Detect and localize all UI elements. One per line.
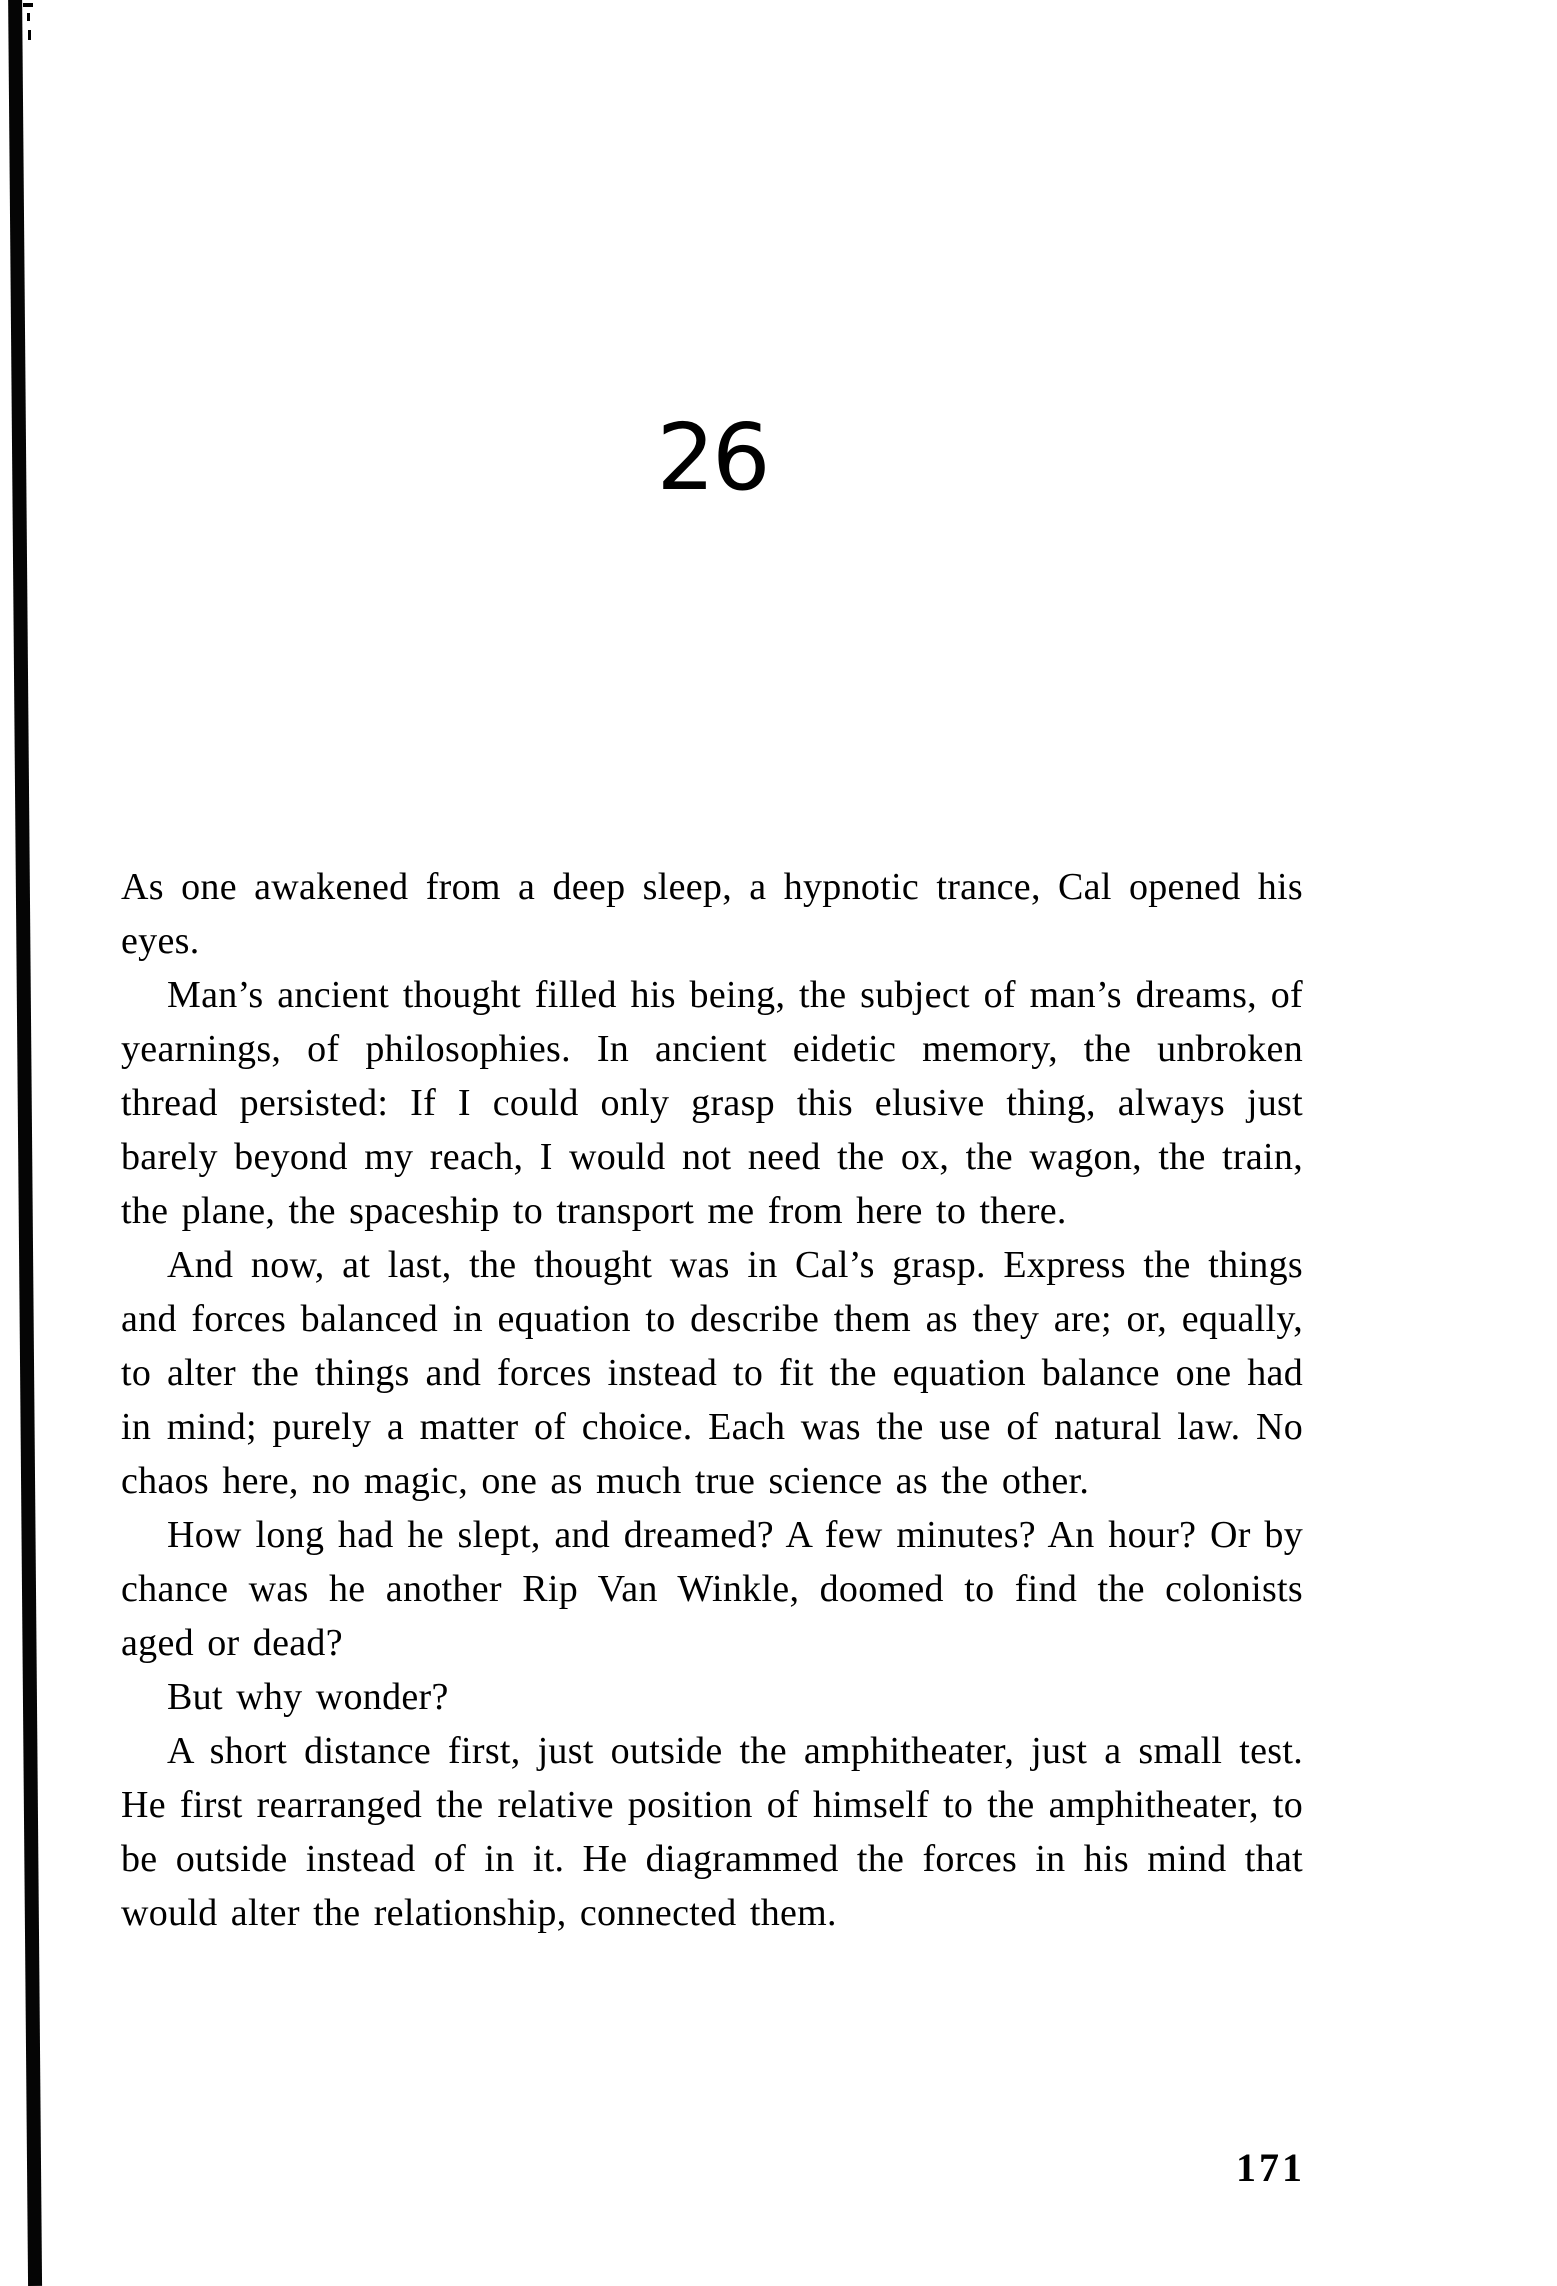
paragraph: A short distance first, just outside the amphitheater, just a small test. He first rearranged the relative position of himself to the amphitheater, to be outside instead of in it. He diagrammed the forces in his mind that would alter the relationship, connected them. bbox=[121, 1730, 1303, 1934]
scan-artifact bbox=[28, 30, 31, 40]
scan-artifact bbox=[23, 3, 33, 7]
scan-gutter-bar bbox=[8, 0, 42, 2286]
scan-artifact bbox=[27, 13, 30, 21]
chapter-number: 26 bbox=[656, 404, 768, 511]
paragraph: How long had he slept, and dreamed? A few minutes? An hour? Or by chance was he another Rip Van Winkle, doomed to find the colonists aged or dead? bbox=[121, 1514, 1303, 1664]
paragraph: And now, at last, the thought was in Cal’s grasp. Express the things and forces balanced in equation to describe them as they are; or, equally, to alter the things and forces instead to fit the equation balance one had in mind; purely a matter of choice. Each was the use of natural law. No chaos here, no magic, one as much true science as the other. bbox=[121, 1244, 1303, 1502]
page-number: 171 bbox=[1236, 2145, 1305, 2190]
body-text bbox=[121, 860, 1303, 1940]
paragraph: As one awakened from a deep sleep, a hypnotic trance, Cal opened his eyes. bbox=[121, 866, 1303, 962]
paragraph: But why wonder? bbox=[167, 1676, 449, 1718]
paragraph: Man’s ancient thought filled his being, the subject of man’s dreams, of yearnings, of philosophies. In ancient eidetic memory, the unbroken thread persisted: If I could only grasp this elusive thing, always just barely beyond my reach, I would not need the ox, the wagon, the train, the plane, the spaceship to transport me from here to there. bbox=[121, 974, 1303, 1232]
